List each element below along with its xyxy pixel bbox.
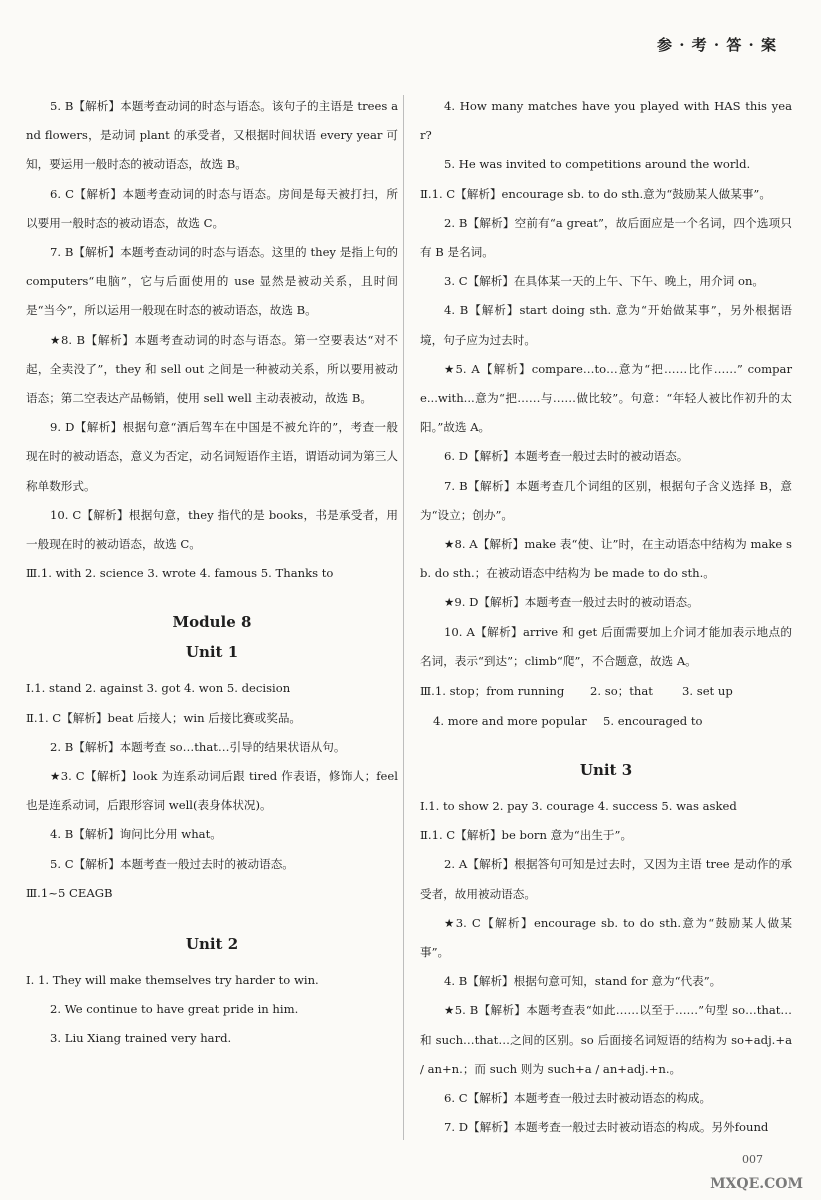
page-header: 参 · 考 · 答 · 案 <box>657 36 777 54</box>
unit2-answer-5: 5. He was invited to competitions around the world. <box>444 157 751 172</box>
module-title: Module 8 <box>172 613 252 632</box>
unit1-answer-2: 2. B【解析】本题考查 so…that…引导的结果状语从句。 <box>50 739 346 754</box>
unit3-answer-2: 2. A【解析】根据答句可知是过去时，又因为主语 tree 是动作的承受者，故用被动语态。 <box>420 857 792 901</box>
unit2-ii-answer-7: 7. B【解析】本题考查几个词组的区别，根据句子含义选择 B，意为“设立；创办”。 <box>420 478 792 522</box>
unit3-answer-5: ★5. B【解析】本题考查表“如此……以至于……”句型 so…that…和 such…that…之间的区别。so 后面接名词短语的结构为 so+adj.+a / an+n.；而 such 则为 such+a / an+adj.+n.。 <box>420 1003 792 1076</box>
unit2-section-ii: Ⅱ.1. C【解析】encourage sb. to do sth.意为“鼓励某人做某事”。 <box>420 186 771 201</box>
unit2-ii-answer-3: 3. C【解析】在具体某一天的上午、下午、晚上，用介词 on。 <box>444 274 765 289</box>
unit2-ii-answer-2: 2. B【解析】空前有“a great”，故后面应是一个名词，四个选项只有 B 是名词。 <box>420 215 792 260</box>
answer-8: ★8. B【解析】本题考查动词的时态与语态。第一空要表达“对不起，全卖没了”，they 和 sell out 之间是一种被动关系，所以要用被动语态；第二空表达产品畅销，使用 sell well 主动表被动，故选 B。 <box>26 332 398 406</box>
unit1-title: Unit 1 <box>185 643 239 662</box>
unit1-section-i: Ⅰ.1. stand 2. against 3. got 4. won 5. decision <box>26 681 291 696</box>
unit2-title: Unit 2 <box>185 935 239 954</box>
page-number: 007 <box>742 1153 763 1166</box>
unit2-section-i: Ⅰ. 1. They will make themselves try harder to win. <box>26 973 319 988</box>
unit1-section-iii: Ⅲ.1~5 CEAGB <box>26 885 113 900</box>
section-iii: Ⅲ.1. with 2. science 3. wrote 4. famous 5. Thanks to <box>26 566 334 581</box>
unit2-ii-answer-4: 4. B【解析】start doing sth. 意为“开始做某事”，另外根据语境，句子应为过去时。 <box>420 303 792 347</box>
unit1-section-ii: Ⅱ.1. C【解析】beat 后接人；win 后接比赛或奖品。 <box>26 710 302 725</box>
unit2-answer-4: 4. How many matches have you played with HAS this year? <box>420 99 792 143</box>
unit2-ii-answer-5: ★5. A【解析】compare…to…意为“把……比作……” compare...with...意为“把……与……做比较”。句意：“年轻人被比作初升的太阳。”故选 A。 <box>420 361 792 435</box>
unit3-answer-7: 7. D【解析】本题考查一般过去时被动语态的构成。另外found <box>444 1120 769 1135</box>
left-column <box>26 92 398 1054</box>
unit2-ii-answer-9: ★9. D【解析】本题考查一般过去时的被动语态。 <box>444 595 699 610</box>
unit2-answer-3: 3. Liu Xiang trained very hard. <box>50 1031 232 1046</box>
watermark-text: MXQE.COM <box>710 1176 803 1192</box>
unit2-answer-2: 2. We continue to have great pride in him. <box>50 1002 299 1017</box>
unit2-ii-answer-8: ★8. A【解析】make 表“使、让”时，在主动语态中结构为 make sb. do sth.；在被动语态中结构为 be made to do sth.。 <box>420 537 792 581</box>
unit2-iii-answer-1: Ⅲ.1. stop；from running <box>420 684 565 699</box>
unit3-section-ii: Ⅱ.1. C【解析】be born 意为“出生于”。 <box>420 828 633 843</box>
unit2-section-iii-row2 <box>420 706 792 736</box>
answer-7: 7. B【解析】本题考查动词的时态与语态。这里的 they 是指上句的 computers“电脑”，它与后面使用的 use 显然是被动关系，且时间是“当今”，所以运用一般现在时态的被动语态，故选 B。 <box>26 245 398 318</box>
unit3-title: Unit 3 <box>579 761 633 780</box>
unit1-answer-3: ★3. C【解析】look 为连系动词后跟 tired 作表语，修饰人；feel 也是连系动词，后跟形容词 well(表身体状况)。 <box>26 769 398 813</box>
unit3-answer-4: 4. B【解析】根据句意可知，stand for 意为“代表”。 <box>444 974 722 989</box>
unit3-answer-6: 6. C【解析】本题考查一般过去时被动语态的构成。 <box>444 1091 712 1106</box>
unit2-iii-answer-2: 2. so；that <box>590 684 653 699</box>
unit2-iii-answer-3: 3. set up <box>682 684 733 699</box>
answer-6: 6. C【解析】本题考查动词的时态与语态。房间是每天被打扫，所以要用一般时态的被动语态，故选 C。 <box>26 186 398 230</box>
unit2-iii-answer-4: 4. more and more popular <box>433 714 587 729</box>
unit2-ii-answer-10: 10. A【解析】arrive 和 get 后面需要加上介词才能加表示地点的名词，表示“到达”；climb“爬”，不合题意，故选 A。 <box>420 624 792 668</box>
answer-10: 10. C【解析】根据句意，they 指代的是 books，书是承受者，用一般现在时的被动语态，故选 C。 <box>26 507 398 552</box>
unit3-answer-3: ★3. C【解析】encourage sb. to do sth.意为“鼓励某人做某事”。 <box>420 915 792 960</box>
column-divider <box>403 95 404 1140</box>
unit3-section-i: Ⅰ.1. to show 2. pay 3. courage 4. success 5. was asked <box>420 799 737 814</box>
answer-5: 5. B【解析】本题考查动词的时态与语态。该句子的主语是 trees and flowers，是动词 plant 的承受者，又根据时间状语 every year 可知，要运用一般时态的被动语态，故选 B。 <box>26 99 398 172</box>
unit1-answer-5: 5. C【解析】本题考查一般过去时的被动语态。 <box>50 856 294 871</box>
answer-9: 9. D【解析】根据句意“酒后驾车在中国是不被允许的”，考查一般现在时的被动语态，意义为否定，动名词短语作主语，谓语动词为第三人称单数形式。 <box>26 420 398 493</box>
unit2-iii-answer-5: 5. encouraged to <box>603 714 703 729</box>
unit2-ii-answer-6: 6. D【解析】本题考查一般过去时的被动语态。 <box>444 449 689 464</box>
right-column <box>420 92 792 1143</box>
unit1-answer-4: 4. B【解析】询问比分用 what。 <box>50 827 222 842</box>
unit2-section-iii-row1 <box>420 676 792 706</box>
